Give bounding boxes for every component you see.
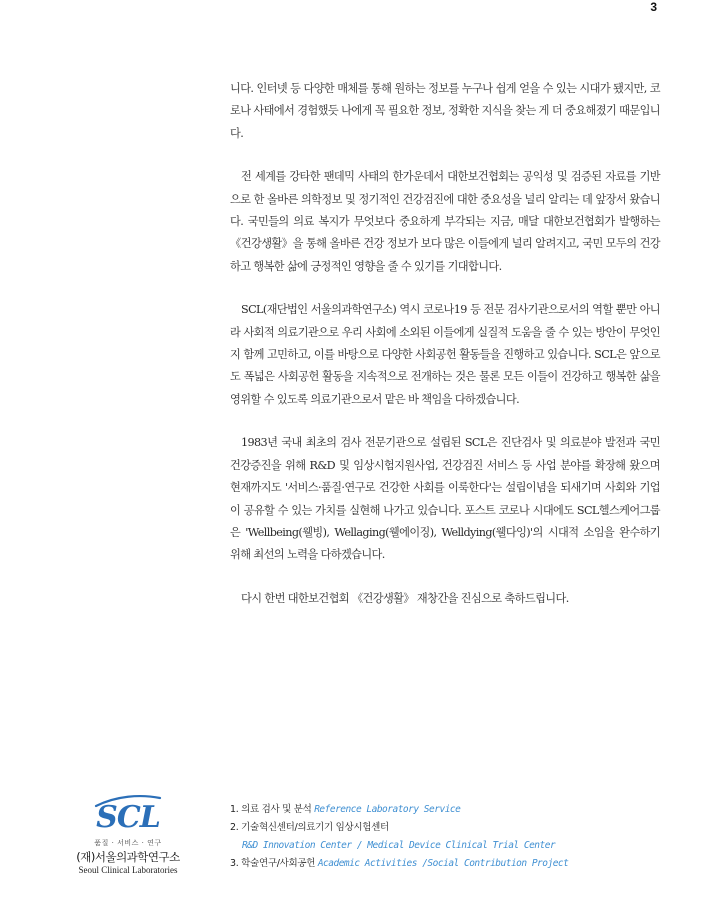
paragraph-congratulations: 다시 한번 대한보건협회 《건강생활》 재창간을 진심으로 축하드립니다. [241, 591, 569, 605]
service-list [230, 801, 680, 873]
paragraph-pandemic: 전 세계를 강타한 팬데믹 사태의 한가운데서 대한보건협회는 공익성 및 검증된 자료를 기반으로 한 올바른 의학정보 및 정기적인 건강검진에 대한 중요성을 널리 알리는 데 앞장서 왔습니다. 국민들의 의료 복지가 무엇보다 중요하게 부각되는 지금, 매달 대한보건협회가 발행하는 《건강생활》을 통해 올바른 건강 정보가 보다 많은 이들에게 널리 알려지고, 국민 모두의 건강하고 행복한 삶에 긍정적인 영향을 줄 수 있기를 기대합니다. [230, 170, 660, 273]
service-item-en: Reference Laboratory Service [314, 804, 461, 815]
service-item-ko: 2. 기술혁신센터/의료기기 임상시험센터 [230, 822, 389, 833]
scl-logo [58, 800, 198, 875]
service-item-ko: 3. 학술연구/사회공헌 [230, 858, 318, 869]
logo-mark-text: SCL [96, 800, 160, 835]
paragraph-continuation: 니다. 인터넷 등 다양한 매체를 통해 원하는 정보를 누구나 쉽게 얻을 수 있는 시대가 됐지만, 코로나 사태에서 경험했듯 나에게 꼭 필요한 정보, 정확한 지식을 찾는 게 더 중요해졌기 때문입니다. [230, 82, 660, 140]
logo-tagline: 품질 · 서비스 · 연구 [94, 839, 162, 847]
logo-name-korean: (재)서울의과학연구소 [76, 850, 180, 864]
service-item [230, 855, 680, 873]
scl-logo-mark [96, 800, 160, 836]
service-item [230, 801, 680, 819]
logo-name-english: Seoul Clinical Laboratories [78, 865, 178, 875]
service-item-ko: 1. 의료 검사 및 분석 [230, 804, 315, 815]
service-item [230, 819, 680, 837]
logo-swoosh-icon [92, 794, 162, 808]
service-item-en: Academic Activities /Social Contribution Project [317, 858, 569, 869]
paragraph-scl-role: SCL(재단법인 서울의과학연구소) 역시 코로나19 등 전문 검사기관으로서의 역할 뿐만 아니라 사회적 의료기관으로 우리 사회에 소외된 이들에게 실질적 도움을 줄 수 있는 방안이 무엇인지 함께 고민하고, 이를 바탕으로 다양한 사회공헌 활동들을 진행하고 있습니다. SCL은 앞으로도 폭넓은 사회공헌 활동을 지속적으로 전개하는 것은 물론 모든 이들이 건강하고 행복한 삶을 영위할 수 있도록 의료기관으로서 맡은 바 책임을 다하겠습니다. [230, 303, 660, 406]
page-number: 3 [650, 0, 657, 14]
letter-body [230, 78, 660, 631]
service-item-en: R&D Innovation Center / Medical Device Clinical Trial Center [242, 840, 556, 851]
service-item-subline [230, 837, 680, 855]
paragraph-scl-history: 1983년 국내 최초의 검사 전문기관으로 설립된 SCL은 진단검사 및 의료분야 발전과 국민 건강증진을 위해 R&D 및 임상시험지원사업, 건강검진 서비스 등 사업 분야를 확장해 왔으며 현재까지도 '서비스·품질·연구로 건강한 사회를 이룩한다'는 설립이념을 되새기며 사회와 기업이 공유할 수 있는 가치를 실현해 나가고 있습니다. 포스트 코로나 시대에도 SCL헬스케어그룹은 'Wellbeing(웰빙), Wellaging(웰에이징), Welldying(웰다잉)'의 시대적 소임을 완수하기 위해 최선의 노력을 다하겠습니다. [230, 436, 660, 562]
